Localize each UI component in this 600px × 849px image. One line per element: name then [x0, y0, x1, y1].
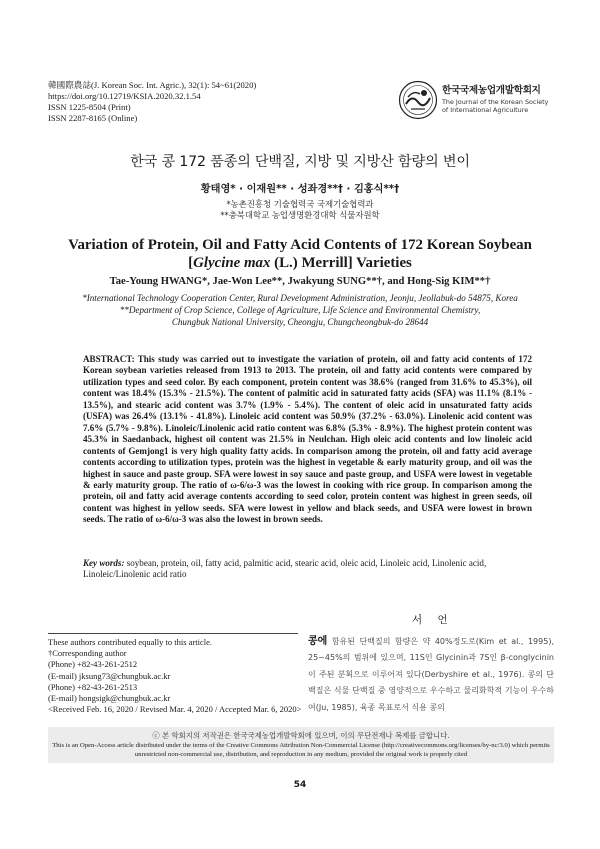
keywords-label: Key words:: [83, 558, 125, 568]
affiliation-korean-1: *농촌진흥청 기술협력국 국제기술협력과: [226, 199, 374, 209]
license-box: [48, 727, 554, 763]
footnote-dates: <Received Feb. 16, 2020 / Revised Mar. 4, 2020 / Accepted Mar. 6, 2020>: [48, 704, 302, 715]
affiliation-english-3: Chungbuk National University, Cheongju, Chungcheongbuk-do 28644: [171, 317, 429, 327]
footnote-divider: [48, 633, 298, 634]
title-korean: 한국 콩 172 품종의 단백질, 지방 및 지방산 함량의 변이: [130, 154, 470, 170]
footnote-corresponding: †Corresponding author: [48, 648, 127, 659]
keywords-text: soybean, protein, oil, fatty acid, palmitic acid, stearic acid, oleic acid, Linoleic acid, Linolenic acid, Linoleic/Linolenic acid ratio: [83, 558, 487, 580]
authors-english: Tae-Young HWANG*, Jae-Won Lee**, Jwakyung SUNG**†, and Hong-Sig KIM**†: [109, 276, 491, 287]
intro-text: 함유된 단백질의 함량은 약 40%정도로(Kim et al., 1995), 25~45%의 범위에 있으며, 11S인 Glycinin과 7S인 β-conglycinin이 주된 분획으로 이루어져 있다(Derbyshire et al., 1976). 콩의 단백질은 식물 단백질 중 영양적으로 우수하고 물리화학적 기능이 우수하여(Ju, 1985), 육종 목표로서 식용 콩의: [308, 637, 554, 712]
footnote-equal-contribution: These authors contributed equally to this article.: [48, 637, 213, 647]
affiliation-english-2: **Department of Crop Science, College of Agriculture, Life Science and Environmental Chemistry,: [119, 305, 481, 315]
section-heading-introduction: 서 언: [412, 614, 454, 626]
society-emblem-icon: [398, 80, 438, 120]
footnote-phone-2: (Phone) +82-43-261-2513: [48, 681, 138, 692]
intro-first-word: 콩에: [308, 636, 328, 647]
affiliation-korean-2: **충북대학교 농업생명환경대학 식물자원학: [220, 210, 380, 220]
abstract-label: ABSTRACT:: [83, 354, 135, 364]
scientific-name: Glycine max: [193, 255, 271, 271]
footnote-email-2[interactable]: (E-mail) hongsigk@chungbuk.ac.kr: [48, 693, 171, 704]
logo-name-english-2: of International Agriculture: [442, 106, 529, 114]
logo-name-korean: 한국국제농업개발학회지: [442, 85, 541, 96]
abstract-text: This study was carried out to investigate the variation of protein, oil and fatty acid contents of 172 Korean soybean varieties released from 1913 to 2013. The protein, oil and fatty acid contents were compared by utilization types and seed color. By each component, protein content was 38.6% (ranged from 31.6% to 45.3%), oil content was 18.4% (15.3% - 21.5%). The content of palmitic acid in saturated fatty acids (SFA) was 11.1% (8.1% - 13.5%), and stearic acid content was 3.7% (1.9% - 5.4%). The content of oleic acid in unsaturated fatty acids (USFA) was 26.4% (13.1% - 41.8%). Linoleic acid content was 50.9% (37.2% - 63.0%). Linolenic acid content was 7.6% (5.7% - 9.8%). Linoleic/Linolenic acid ratio content was 6.8% (5.3% - 8.9%). The highest protein content was 45.3% in Saedanback, highest oil content was 21.5% in Neulchan. High oleic acid contents and low linoleic acid contents of Gemjong1 is very high quality fatty acids. In comparison among the protein, oil and fatty acid average contents according to utilization types, protein was the highest in vegetable & early maturity group, and oil was the highest in sauce and paste group. SFA were lowest in soy sauce and paste group, and USFA were lowest in vegetable & early maturity group. The ratio of ω-6/ω-3 was the lowest in cooking with rice group. In comparison among the protein, oil and fatty acid average contents according to seed color, protein content was highest in green seeds, oil content was highest in yellow seeds. SFA were lowest in yellow and black seeds, and USFA were lowest in brown seeds. The ratio of ω-6/ω-3 was also the lowest in brown seeds.: [83, 354, 532, 525]
keywords: [83, 558, 532, 581]
footnotes: [48, 637, 308, 715]
affiliation-english-1: *International Technology Cooperation Center, Rural Development Administration, Jeonju, Jeollabuk-do 54875, Korea: [82, 293, 518, 303]
footnote-email-1[interactable]: (E-mail) jksung73@chungbuk.ac.kr: [48, 670, 171, 681]
journal-logo: [398, 78, 558, 120]
footnote-phone-1: (Phone) +82-43-261-2512: [48, 659, 138, 670]
introduction-body: [308, 634, 554, 716]
open-access-notice: This is an Open-Access article distributed under the terms of the Creative Commons Attribution Non-Commercial License (http://creativecommons.org/licenses/by-nc/3.0) which permits unrestricted non-commercial use, distribution, and reproduction in any medium, provided the original work is properly cited: [52, 742, 550, 758]
abstract: [83, 354, 532, 526]
page-number: 54: [293, 780, 307, 790]
copyright-notice: ⓒ 본 학회지의 저작권은 한국국제농업개발학회에 있으며, 이의 무단전재나 복제를 금합니다.: [152, 731, 450, 740]
issn-online: ISSN 2287-8165 (Online): [48, 113, 138, 123]
title-english-line2: [Glycine max (L.) Merrill] Varieties: [188, 255, 412, 271]
logo-name-english-1: The Journal of the Korean Society: [442, 98, 549, 106]
title-english-line1: Variation of Protein, Oil and Fatty Acid Contents of 172 Korean Soybean: [68, 237, 532, 253]
doi-link[interactable]: https://doi.org/10.12719/KSIA.2020.32.1.54: [48, 91, 201, 101]
authors-korean: 황태영* · 이재원** · 성좌경**† · 김홍식**†: [200, 184, 400, 195]
journal-citation: 韓國際農誌(J. Korean Soc. Int. Agric.), 32(1): 54~61(2020): [48, 80, 257, 90]
issn-print: ISSN 1225-8504 (Print): [48, 102, 131, 112]
